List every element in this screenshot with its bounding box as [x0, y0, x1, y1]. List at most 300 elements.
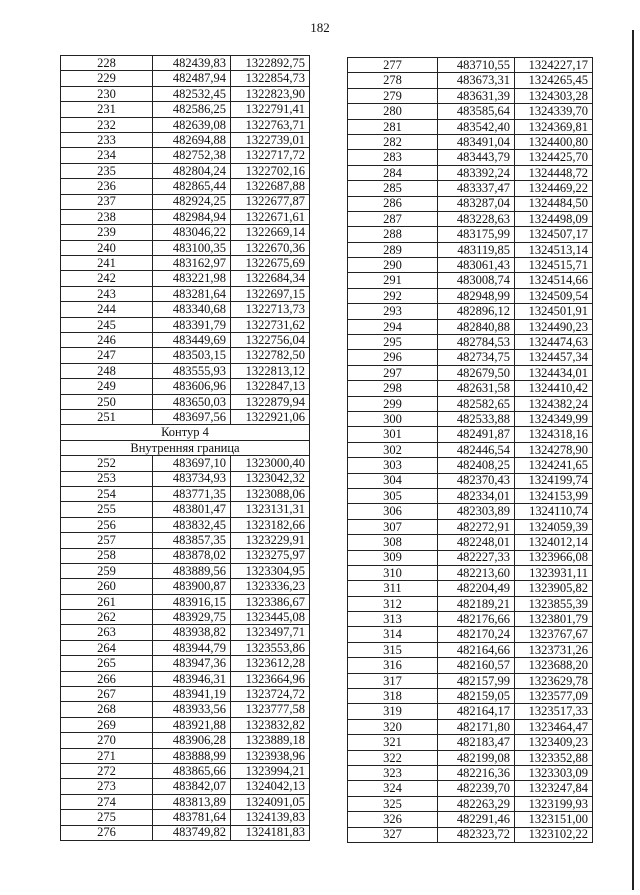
table-row — [348, 442, 593, 457]
y-coordinate-cell: 1323724,72 — [231, 687, 310, 702]
point-number-cell: 295 — [348, 335, 438, 350]
table-row — [348, 658, 593, 673]
x-coordinate-cell: 483287,04 — [438, 196, 515, 211]
x-coordinate-cell: 483119,85 — [438, 242, 515, 257]
point-number-cell: 300 — [348, 411, 438, 426]
x-coordinate-cell: 483916,15 — [153, 594, 231, 609]
y-coordinate-cell: 1322921,06 — [231, 409, 310, 424]
point-number-cell: 228 — [61, 56, 153, 71]
table-row — [348, 519, 593, 534]
y-coordinate-cell: 1324448,72 — [515, 165, 593, 180]
point-number-cell: 326 — [348, 812, 438, 827]
y-coordinate-cell: 1323517,33 — [515, 704, 593, 719]
y-coordinate-cell: 1324514,66 — [515, 273, 593, 288]
y-coordinate-cell: 1323182,66 — [231, 517, 310, 532]
point-number-cell: 239 — [61, 225, 153, 240]
x-coordinate-cell: 482199,08 — [438, 750, 515, 765]
point-number-cell: 283 — [348, 150, 438, 165]
y-coordinate-cell: 1322697,15 — [231, 286, 310, 301]
table-row — [348, 335, 593, 350]
y-coordinate-cell: 1323386,67 — [231, 594, 310, 609]
y-coordinate-cell: 1322684,34 — [231, 271, 310, 286]
x-coordinate-cell: 483281,64 — [153, 286, 231, 301]
y-coordinate-cell: 1324490,23 — [515, 319, 593, 334]
x-coordinate-cell: 483046,22 — [153, 225, 231, 240]
table-row — [348, 750, 593, 765]
point-number-cell: 303 — [348, 458, 438, 473]
y-coordinate-cell: 1324303,28 — [515, 88, 593, 103]
y-coordinate-cell: 1324513,14 — [515, 242, 593, 257]
table-row — [348, 796, 593, 811]
x-coordinate-cell: 483889,56 — [153, 563, 231, 578]
x-coordinate-cell: 483842,07 — [153, 779, 231, 794]
table-row — [348, 627, 593, 642]
point-number-cell: 257 — [61, 533, 153, 548]
x-coordinate-cell: 483392,24 — [438, 165, 515, 180]
point-number-cell: 231 — [61, 102, 153, 117]
y-coordinate-cell: 1323199,93 — [515, 796, 593, 811]
x-coordinate-cell: 482239,70 — [438, 781, 515, 796]
point-number-cell: 276 — [61, 825, 153, 840]
coordinates-table-left — [60, 55, 310, 841]
x-coordinate-cell: 482164,17 — [438, 704, 515, 719]
point-number-cell: 234 — [61, 148, 153, 163]
point-number-cell: 250 — [61, 394, 153, 409]
table-row — [61, 363, 310, 378]
y-coordinate-cell: 1324425,70 — [515, 150, 593, 165]
y-coordinate-cell: 1323409,23 — [515, 735, 593, 750]
table-row — [348, 735, 593, 750]
y-coordinate-cell: 1323612,28 — [231, 656, 310, 671]
y-coordinate-cell: 1324042,13 — [231, 779, 310, 794]
y-coordinate-cell: 1324469,22 — [515, 181, 593, 196]
y-coordinate-cell: 1323464,47 — [515, 719, 593, 734]
x-coordinate-cell: 482157,99 — [438, 673, 515, 688]
y-coordinate-cell: 1322717,72 — [231, 148, 310, 163]
point-number-cell: 327 — [348, 827, 438, 842]
x-coordinate-cell: 482171,80 — [438, 719, 515, 734]
y-coordinate-cell: 1323855,39 — [515, 596, 593, 611]
point-number-cell: 252 — [61, 456, 153, 471]
point-number-cell: 288 — [348, 227, 438, 242]
x-coordinate-cell: 483933,56 — [153, 702, 231, 717]
y-coordinate-cell: 1324507,17 — [515, 227, 593, 242]
table-row — [61, 163, 310, 178]
x-coordinate-cell: 483443,79 — [438, 150, 515, 165]
x-coordinate-cell: 482216,36 — [438, 765, 515, 780]
x-coordinate-cell: 483650,03 — [153, 394, 231, 409]
table-row — [348, 73, 593, 88]
table-row — [61, 748, 310, 763]
point-number-cell: 279 — [348, 88, 438, 103]
x-coordinate-cell: 483781,64 — [153, 810, 231, 825]
x-coordinate-cell: 482532,45 — [153, 86, 231, 101]
table-row — [348, 242, 593, 257]
x-coordinate-cell: 482213,60 — [438, 565, 515, 580]
table-row — [61, 517, 310, 532]
y-coordinate-cell: 1322675,69 — [231, 256, 310, 271]
table-row — [348, 288, 593, 303]
table-row — [61, 409, 310, 424]
y-coordinate-cell: 1324181,83 — [231, 825, 310, 840]
x-coordinate-cell: 482160,57 — [438, 658, 515, 673]
point-number-cell: 229 — [61, 71, 153, 86]
point-number-cell: 321 — [348, 735, 438, 750]
table-row — [348, 427, 593, 442]
x-coordinate-cell: 482840,88 — [438, 319, 515, 334]
x-coordinate-cell: 482183,47 — [438, 735, 515, 750]
table-row — [348, 596, 593, 611]
table-row — [348, 812, 593, 827]
point-number-cell: 302 — [348, 442, 438, 457]
section-subheading-row — [61, 440, 310, 455]
table-row — [348, 319, 593, 334]
coordinates-table-right — [347, 57, 593, 843]
point-number-cell: 323 — [348, 765, 438, 780]
point-number-cell: 298 — [348, 381, 438, 396]
table-row — [348, 134, 593, 149]
table-row — [348, 258, 593, 273]
x-coordinate-cell: 483542,40 — [438, 119, 515, 134]
x-coordinate-cell: 483008,74 — [438, 273, 515, 288]
point-number-cell: 318 — [348, 689, 438, 704]
x-coordinate-cell: 483749,82 — [153, 825, 231, 840]
y-coordinate-cell: 1322670,36 — [231, 240, 310, 255]
y-coordinate-cell: 1323994,21 — [231, 763, 310, 778]
y-coordinate-cell: 1322892,75 — [231, 56, 310, 71]
table-row — [61, 671, 310, 686]
table-row — [61, 194, 310, 209]
y-coordinate-cell: 1322669,14 — [231, 225, 310, 240]
point-number-cell: 236 — [61, 179, 153, 194]
y-coordinate-cell: 1322763,71 — [231, 117, 310, 132]
y-coordinate-cell: 1322854,73 — [231, 71, 310, 86]
x-coordinate-cell: 483888,99 — [153, 748, 231, 763]
y-coordinate-cell: 1323303,09 — [515, 765, 593, 780]
x-coordinate-cell: 482752,38 — [153, 148, 231, 163]
table-row — [348, 535, 593, 550]
table-row — [61, 687, 310, 702]
x-coordinate-cell: 482924,25 — [153, 194, 231, 209]
x-coordinate-cell: 482734,75 — [438, 350, 515, 365]
x-coordinate-cell: 482159,05 — [438, 689, 515, 704]
x-coordinate-cell: 482487,94 — [153, 71, 231, 86]
y-coordinate-cell: 1323042,32 — [231, 471, 310, 486]
x-coordinate-cell: 482694,88 — [153, 132, 231, 147]
x-coordinate-cell: 483697,56 — [153, 409, 231, 424]
table-row — [61, 456, 310, 471]
point-number-cell: 325 — [348, 796, 438, 811]
x-coordinate-cell: 483771,35 — [153, 486, 231, 501]
point-number-cell: 310 — [348, 565, 438, 580]
x-coordinate-cell: 482189,21 — [438, 596, 515, 611]
table-row — [348, 396, 593, 411]
table-row — [348, 781, 593, 796]
table-row — [61, 548, 310, 563]
x-coordinate-cell: 482248,01 — [438, 535, 515, 550]
table-row — [348, 104, 593, 119]
x-coordinate-cell: 482176,66 — [438, 612, 515, 627]
x-coordinate-cell: 483947,36 — [153, 656, 231, 671]
table-row — [348, 119, 593, 134]
x-coordinate-cell: 483606,96 — [153, 379, 231, 394]
y-coordinate-cell: 1322671,61 — [231, 209, 310, 224]
y-coordinate-cell: 1324012,14 — [515, 535, 593, 550]
point-number-cell: 235 — [61, 163, 153, 178]
y-coordinate-cell: 1324199,74 — [515, 473, 593, 488]
x-coordinate-cell: 482323,72 — [438, 827, 515, 842]
point-number-cell: 305 — [348, 488, 438, 503]
point-number-cell: 258 — [61, 548, 153, 563]
y-coordinate-cell: 1323832,82 — [231, 717, 310, 732]
x-coordinate-cell: 483337,47 — [438, 181, 515, 196]
point-number-cell: 280 — [348, 104, 438, 119]
x-coordinate-cell: 483228,63 — [438, 211, 515, 226]
x-coordinate-cell: 483585,64 — [438, 104, 515, 119]
table-row — [348, 273, 593, 288]
point-number-cell: 246 — [61, 333, 153, 348]
table-row — [61, 256, 310, 271]
table-row — [61, 86, 310, 101]
point-number-cell: 249 — [61, 379, 153, 394]
point-number-cell: 256 — [61, 517, 153, 532]
point-number-cell: 292 — [348, 288, 438, 303]
table-row — [348, 181, 593, 196]
point-number-cell: 230 — [61, 86, 153, 101]
y-coordinate-cell: 1324241,65 — [515, 458, 593, 473]
y-coordinate-cell: 1323275,97 — [231, 548, 310, 563]
table-row — [61, 117, 310, 132]
point-number-cell: 291 — [348, 273, 438, 288]
y-coordinate-cell: 1324369,81 — [515, 119, 593, 134]
point-number-cell: 237 — [61, 194, 153, 209]
y-coordinate-cell: 1324153,99 — [515, 488, 593, 503]
y-coordinate-cell: 1323731,26 — [515, 642, 593, 657]
table-row — [348, 550, 593, 565]
point-number-cell: 260 — [61, 579, 153, 594]
point-number-cell: 242 — [61, 271, 153, 286]
y-coordinate-cell: 1324278,90 — [515, 442, 593, 457]
point-number-cell: 238 — [61, 209, 153, 224]
point-number-cell: 244 — [61, 302, 153, 317]
table-row — [61, 533, 310, 548]
table-row — [61, 794, 310, 809]
table-row — [61, 379, 310, 394]
x-coordinate-cell: 482334,01 — [438, 488, 515, 503]
table-row — [61, 810, 310, 825]
point-number-cell: 313 — [348, 612, 438, 627]
x-coordinate-cell: 482948,99 — [438, 288, 515, 303]
point-number-cell: 267 — [61, 687, 153, 702]
table-row — [61, 179, 310, 194]
table-row — [61, 209, 310, 224]
table-row — [61, 132, 310, 147]
y-coordinate-cell: 1324091,05 — [231, 794, 310, 809]
point-number-cell: 307 — [348, 519, 438, 534]
table-row — [61, 71, 310, 86]
table-row — [348, 704, 593, 719]
point-number-cell: 285 — [348, 181, 438, 196]
y-coordinate-cell: 1323767,67 — [515, 627, 593, 642]
y-coordinate-cell: 1323352,88 — [515, 750, 593, 765]
x-coordinate-cell: 483900,87 — [153, 579, 231, 594]
table-row — [348, 719, 593, 734]
x-coordinate-cell: 483503,15 — [153, 348, 231, 363]
point-number-cell: 264 — [61, 640, 153, 655]
table-row — [61, 594, 310, 609]
point-number-cell: 270 — [61, 733, 153, 748]
point-number-cell: 312 — [348, 596, 438, 611]
table-row — [348, 165, 593, 180]
point-number-cell: 314 — [348, 627, 438, 642]
table-row — [348, 642, 593, 657]
point-number-cell: 245 — [61, 317, 153, 332]
y-coordinate-cell: 1324410,42 — [515, 381, 593, 396]
table-row — [348, 673, 593, 688]
y-coordinate-cell: 1323938,96 — [231, 748, 310, 763]
table-row — [61, 717, 310, 732]
point-number-cell: 320 — [348, 719, 438, 734]
point-number-cell: 263 — [61, 625, 153, 640]
point-number-cell: 274 — [61, 794, 153, 809]
y-coordinate-cell: 1324400,80 — [515, 134, 593, 149]
table-row — [61, 102, 310, 117]
table-row — [61, 271, 310, 286]
point-number-cell: 266 — [61, 671, 153, 686]
y-coordinate-cell: 1323229,91 — [231, 533, 310, 548]
point-number-cell: 273 — [61, 779, 153, 794]
x-coordinate-cell: 483944,79 — [153, 640, 231, 655]
point-number-cell: 297 — [348, 365, 438, 380]
table-row — [61, 471, 310, 486]
y-coordinate-cell: 1323336,23 — [231, 579, 310, 594]
y-coordinate-cell: 1323777,58 — [231, 702, 310, 717]
table-row — [348, 196, 593, 211]
table-row — [348, 350, 593, 365]
table-row — [348, 504, 593, 519]
table-row — [61, 733, 310, 748]
table-row — [61, 656, 310, 671]
table-row — [61, 286, 310, 301]
point-number-cell: 262 — [61, 610, 153, 625]
y-coordinate-cell: 1323577,09 — [515, 689, 593, 704]
point-number-cell: 268 — [61, 702, 153, 717]
x-coordinate-cell: 483391,79 — [153, 317, 231, 332]
table-row — [348, 227, 593, 242]
x-coordinate-cell: 482784,53 — [438, 335, 515, 350]
table-row — [61, 563, 310, 578]
x-coordinate-cell: 483673,31 — [438, 73, 515, 88]
y-coordinate-cell: 1322782,50 — [231, 348, 310, 363]
y-coordinate-cell: 1323801,79 — [515, 612, 593, 627]
table-row — [61, 779, 310, 794]
x-coordinate-cell: 483832,45 — [153, 517, 231, 532]
y-coordinate-cell: 1324501,91 — [515, 304, 593, 319]
point-number-cell: 233 — [61, 132, 153, 147]
x-coordinate-cell: 483938,82 — [153, 625, 231, 640]
y-coordinate-cell: 1324434,01 — [515, 365, 593, 380]
x-coordinate-cell: 482896,12 — [438, 304, 515, 319]
x-coordinate-cell: 483491,04 — [438, 134, 515, 149]
point-number-cell: 306 — [348, 504, 438, 519]
y-coordinate-cell: 1322677,87 — [231, 194, 310, 209]
table-row — [348, 827, 593, 842]
y-coordinate-cell: 1324139,83 — [231, 810, 310, 825]
table-row — [61, 825, 310, 840]
y-coordinate-cell: 1324382,24 — [515, 396, 593, 411]
y-coordinate-cell: 1324498,09 — [515, 211, 593, 226]
point-number-cell: 311 — [348, 581, 438, 596]
point-number-cell: 253 — [61, 471, 153, 486]
x-coordinate-cell: 483813,89 — [153, 794, 231, 809]
point-number-cell: 265 — [61, 656, 153, 671]
point-number-cell: 281 — [348, 119, 438, 134]
point-number-cell: 272 — [61, 763, 153, 778]
y-coordinate-cell: 1323629,78 — [515, 673, 593, 688]
y-coordinate-cell: 1324474,63 — [515, 335, 593, 350]
table-row — [348, 381, 593, 396]
y-coordinate-cell: 1324318,16 — [515, 427, 593, 442]
table-row — [61, 702, 310, 717]
x-coordinate-cell: 483175,99 — [438, 227, 515, 242]
y-coordinate-cell: 1324059,39 — [515, 519, 593, 534]
x-coordinate-cell: 482227,33 — [438, 550, 515, 565]
table-row — [61, 486, 310, 501]
y-coordinate-cell: 1323931,11 — [515, 565, 593, 580]
table-row — [348, 765, 593, 780]
x-coordinate-cell: 482491,87 — [438, 427, 515, 442]
y-coordinate-cell: 1323553,86 — [231, 640, 310, 655]
point-number-cell: 290 — [348, 258, 438, 273]
y-coordinate-cell: 1323664,96 — [231, 671, 310, 686]
y-coordinate-cell: 1322702,16 — [231, 163, 310, 178]
point-number-cell: 247 — [61, 348, 153, 363]
table-row — [348, 88, 593, 103]
point-number-cell: 241 — [61, 256, 153, 271]
point-number-cell: 299 — [348, 396, 438, 411]
table-row — [61, 56, 310, 71]
x-coordinate-cell: 483631,39 — [438, 88, 515, 103]
point-number-cell: 277 — [348, 58, 438, 73]
table-row — [348, 565, 593, 580]
x-coordinate-cell: 483946,31 — [153, 671, 231, 686]
point-number-cell: 232 — [61, 117, 153, 132]
table-row — [348, 689, 593, 704]
x-coordinate-cell: 482586,25 — [153, 102, 231, 117]
table-row — [61, 625, 310, 640]
y-coordinate-cell: 1323497,71 — [231, 625, 310, 640]
point-number-cell: 275 — [61, 810, 153, 825]
y-coordinate-cell: 1322879,94 — [231, 394, 310, 409]
x-coordinate-cell: 482631,58 — [438, 381, 515, 396]
point-number-cell: 304 — [348, 473, 438, 488]
page-number: 182 — [310, 20, 330, 35]
y-coordinate-cell: 1323000,40 — [231, 456, 310, 471]
table-row — [348, 304, 593, 319]
y-coordinate-cell: 1323131,31 — [231, 502, 310, 517]
table-row — [61, 333, 310, 348]
y-coordinate-cell: 1322731,62 — [231, 317, 310, 332]
point-number-cell: 251 — [61, 409, 153, 424]
x-coordinate-cell: 483340,68 — [153, 302, 231, 317]
point-number-cell: 282 — [348, 134, 438, 149]
x-coordinate-cell: 482439,83 — [153, 56, 231, 71]
y-coordinate-cell: 1322687,88 — [231, 179, 310, 194]
point-number-cell: 317 — [348, 673, 438, 688]
x-coordinate-cell: 483857,35 — [153, 533, 231, 548]
table-row — [348, 58, 593, 73]
point-number-cell: 309 — [348, 550, 438, 565]
